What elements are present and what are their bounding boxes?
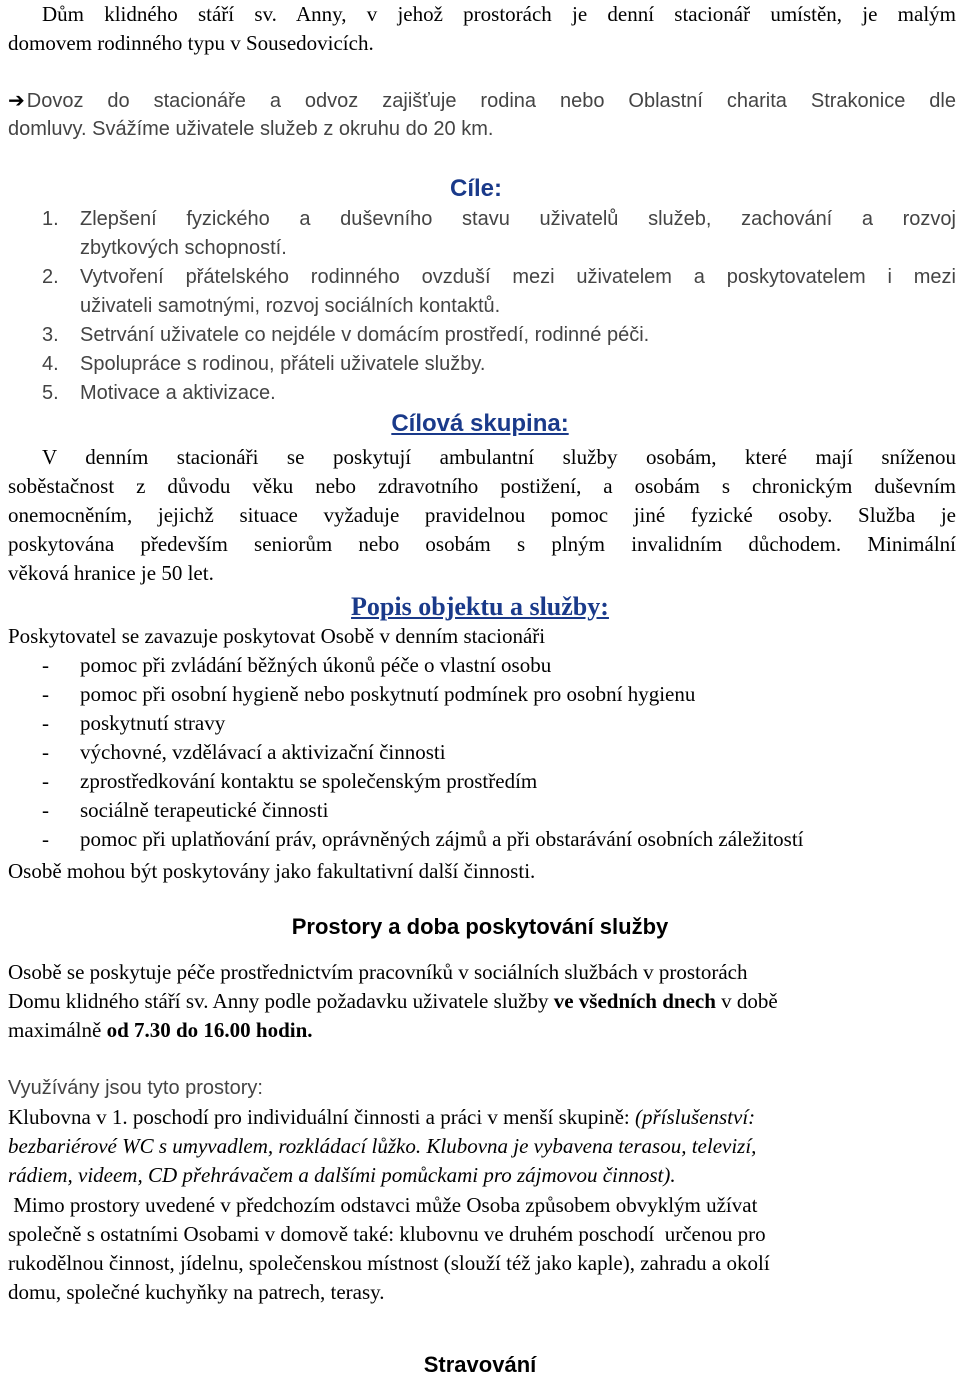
target-group-line: onemocněním, jejichž situace vyžaduje pravidelnou pomoc jiné fyzické osoby. Služba je [8, 503, 956, 527]
list-item-text: zprostředkování kontaktu se společenským prostředím [80, 769, 538, 793]
goal-text-line: zbytkových schopností. [80, 237, 287, 259]
list-item-text: sociálně terapeutické činnosti [80, 798, 329, 822]
target-group-text [8, 443, 956, 588]
intro-line-1: Dům klidného stáří sv. Anny, v jehož prostorách je denní stacionář umístěn, je malým [42, 2, 956, 26]
goal-number: 1. [42, 208, 59, 230]
other-premises-line: Mimo prostory uvedené v předchozím odstavci může Osoba způsobem obvyklým užívat [8, 1193, 758, 1217]
goal-number: 3. [42, 324, 59, 346]
services-list [8, 651, 956, 854]
dash-bullet: - [42, 798, 49, 822]
goal-item [0, 205, 956, 263]
premises-line: Osobě se poskytuje péče prostřednictvím pracovníků v sociálních službách v prostorách [8, 960, 748, 984]
goal-text-line: Setrvání uživatele co nejdéle v domácím prostředí, rodinné péči. [80, 324, 650, 346]
dash-bullet: - [42, 653, 49, 677]
goal-text-line: Spolupráce s rodinou, přáteli uživatele služby. [80, 353, 486, 375]
list-item [8, 738, 956, 767]
goal-text-line: uživateli samotnými, rozvoj sociálních kontaktů. [80, 295, 501, 317]
goal-text-line: Motivace a aktivizace. [80, 382, 276, 404]
list-item-text: pomoc při zvládání běžných úkonů péče o vlastní osobu [80, 653, 552, 677]
dash-bullet: - [42, 769, 49, 793]
description-intro: Poskytovatel se zavazuje poskytovat Osobě v denním stacionáři [8, 624, 546, 648]
description-heading: Popis objektu a služby: [351, 592, 609, 621]
dash-bullet: - [42, 827, 49, 851]
other-premises-line: společně s ostatními Osobami v domově také: klubovnu ve druhém poschodí určenou pro [8, 1222, 766, 1246]
list-item-text: pomoc při uplatňování práv, oprávněných zájmů a při obstarávání osobních záležitostí [80, 827, 804, 851]
premises-heading: Prostory a doba poskytování služby [291, 914, 669, 939]
right-arrow-icon: ➔ [8, 88, 25, 112]
goal-item [0, 379, 956, 408]
transport-paragraph [8, 86, 956, 116]
list-item-text: poskytnutí stravy [80, 711, 226, 735]
room-line: Klubovna v 1. poschodí pro individuální činnosti a práci v menší skupině: (příslušenství: [8, 1105, 756, 1129]
premises-paragraph [8, 958, 956, 1045]
rooms-intro: Využívány jsou tyto prostory: [8, 1077, 263, 1099]
other-premises-paragraph [8, 1191, 932, 1307]
dash-bullet: - [42, 740, 49, 764]
rooms-paragraph [8, 1103, 932, 1190]
list-item [8, 767, 956, 796]
goal-item [0, 263, 956, 321]
target-group-line: věková hranice je 50 let. [8, 561, 214, 585]
list-item [8, 680, 956, 709]
transport-line-1: Dovoz do stacionáře a odvoz zajišťuje rodina nebo Oblastní charita Strakonice dle [26, 90, 956, 112]
other-premises-line: domu, společné kuchyňky na patrech, terasy. [8, 1280, 385, 1304]
goal-number: 2. [42, 266, 59, 288]
target-group-line: poskytována především seniorům nebo osobám s plným invalidním důchodem. Minimální [8, 532, 956, 556]
optional-services-text: Osobě mohou být poskytovány jako fakultativní další činnosti. [8, 859, 536, 883]
goals-list [0, 205, 960, 408]
goal-number: 4. [42, 353, 59, 375]
goal-item [0, 321, 956, 350]
transport-line-2: domluvy. Svážíme uživatele služeb z okruhu do 20 km. [8, 118, 494, 140]
dash-bullet: - [42, 682, 49, 706]
goal-text-line: Vytvoření přátelského rodinného ovzduší mezi uživatelem a poskytovatelem i mezi [80, 266, 956, 288]
goal-number: 5. [42, 382, 59, 404]
list-item-text: výchovné, vzdělávací a aktivizační činnosti [80, 740, 446, 764]
list-item [8, 825, 956, 854]
list-item-text: pomoc při osobní hygieně nebo poskytnutí podmínek pro osobní hygienu [80, 682, 696, 706]
goal-text-line: Zlepšení fyzického a duševního stavu uživatelů služeb, zachování a rozvoj [80, 208, 956, 230]
goals-heading: Cíle: [450, 175, 503, 202]
premises-line: Domu klidného stáří sv. Anny podle požadavku uživatele služby ve všedních dnech v době [8, 989, 778, 1013]
target-group-heading: Cílová skupina: [391, 410, 569, 437]
goal-item [0, 350, 956, 379]
other-premises-line: rukodělnou činnost, jídelnu, společenskou místnost (slouží též jako kaple), zahradu a okolí [8, 1251, 770, 1275]
target-group-line: V denním stacionáři se poskytují ambulantní služby osobám, které mají sníženou [42, 445, 956, 469]
weekdays-bold: ve všedních dnech [553, 989, 716, 1013]
intro-line-2: domovem rodinného typu v Sousedovicích. [8, 31, 374, 55]
room-line: bezbariérové WC s umyvadlem, rozkládací lůžko. Klubovna je vybavena terasou, televizí, [8, 1134, 757, 1158]
list-item [8, 709, 956, 738]
target-group-line: soběstačnost z důvodu věku nebo zdravotního postižení, a osobám s chronickým duševním [8, 474, 956, 498]
list-item [8, 651, 956, 680]
hours-bold: od 7.30 do 16.00 hodin. [106, 1018, 313, 1042]
room-line: rádiem, videem, CD přehrávačem a dalšími pomůckami pro zájmovou činnost). [8, 1163, 676, 1187]
dash-bullet: - [42, 711, 49, 735]
premises-line: maximálně od 7.30 do 16.00 hodin. [8, 1018, 313, 1042]
list-item [8, 796, 956, 825]
meals-heading: Stravování [423, 1352, 537, 1377]
